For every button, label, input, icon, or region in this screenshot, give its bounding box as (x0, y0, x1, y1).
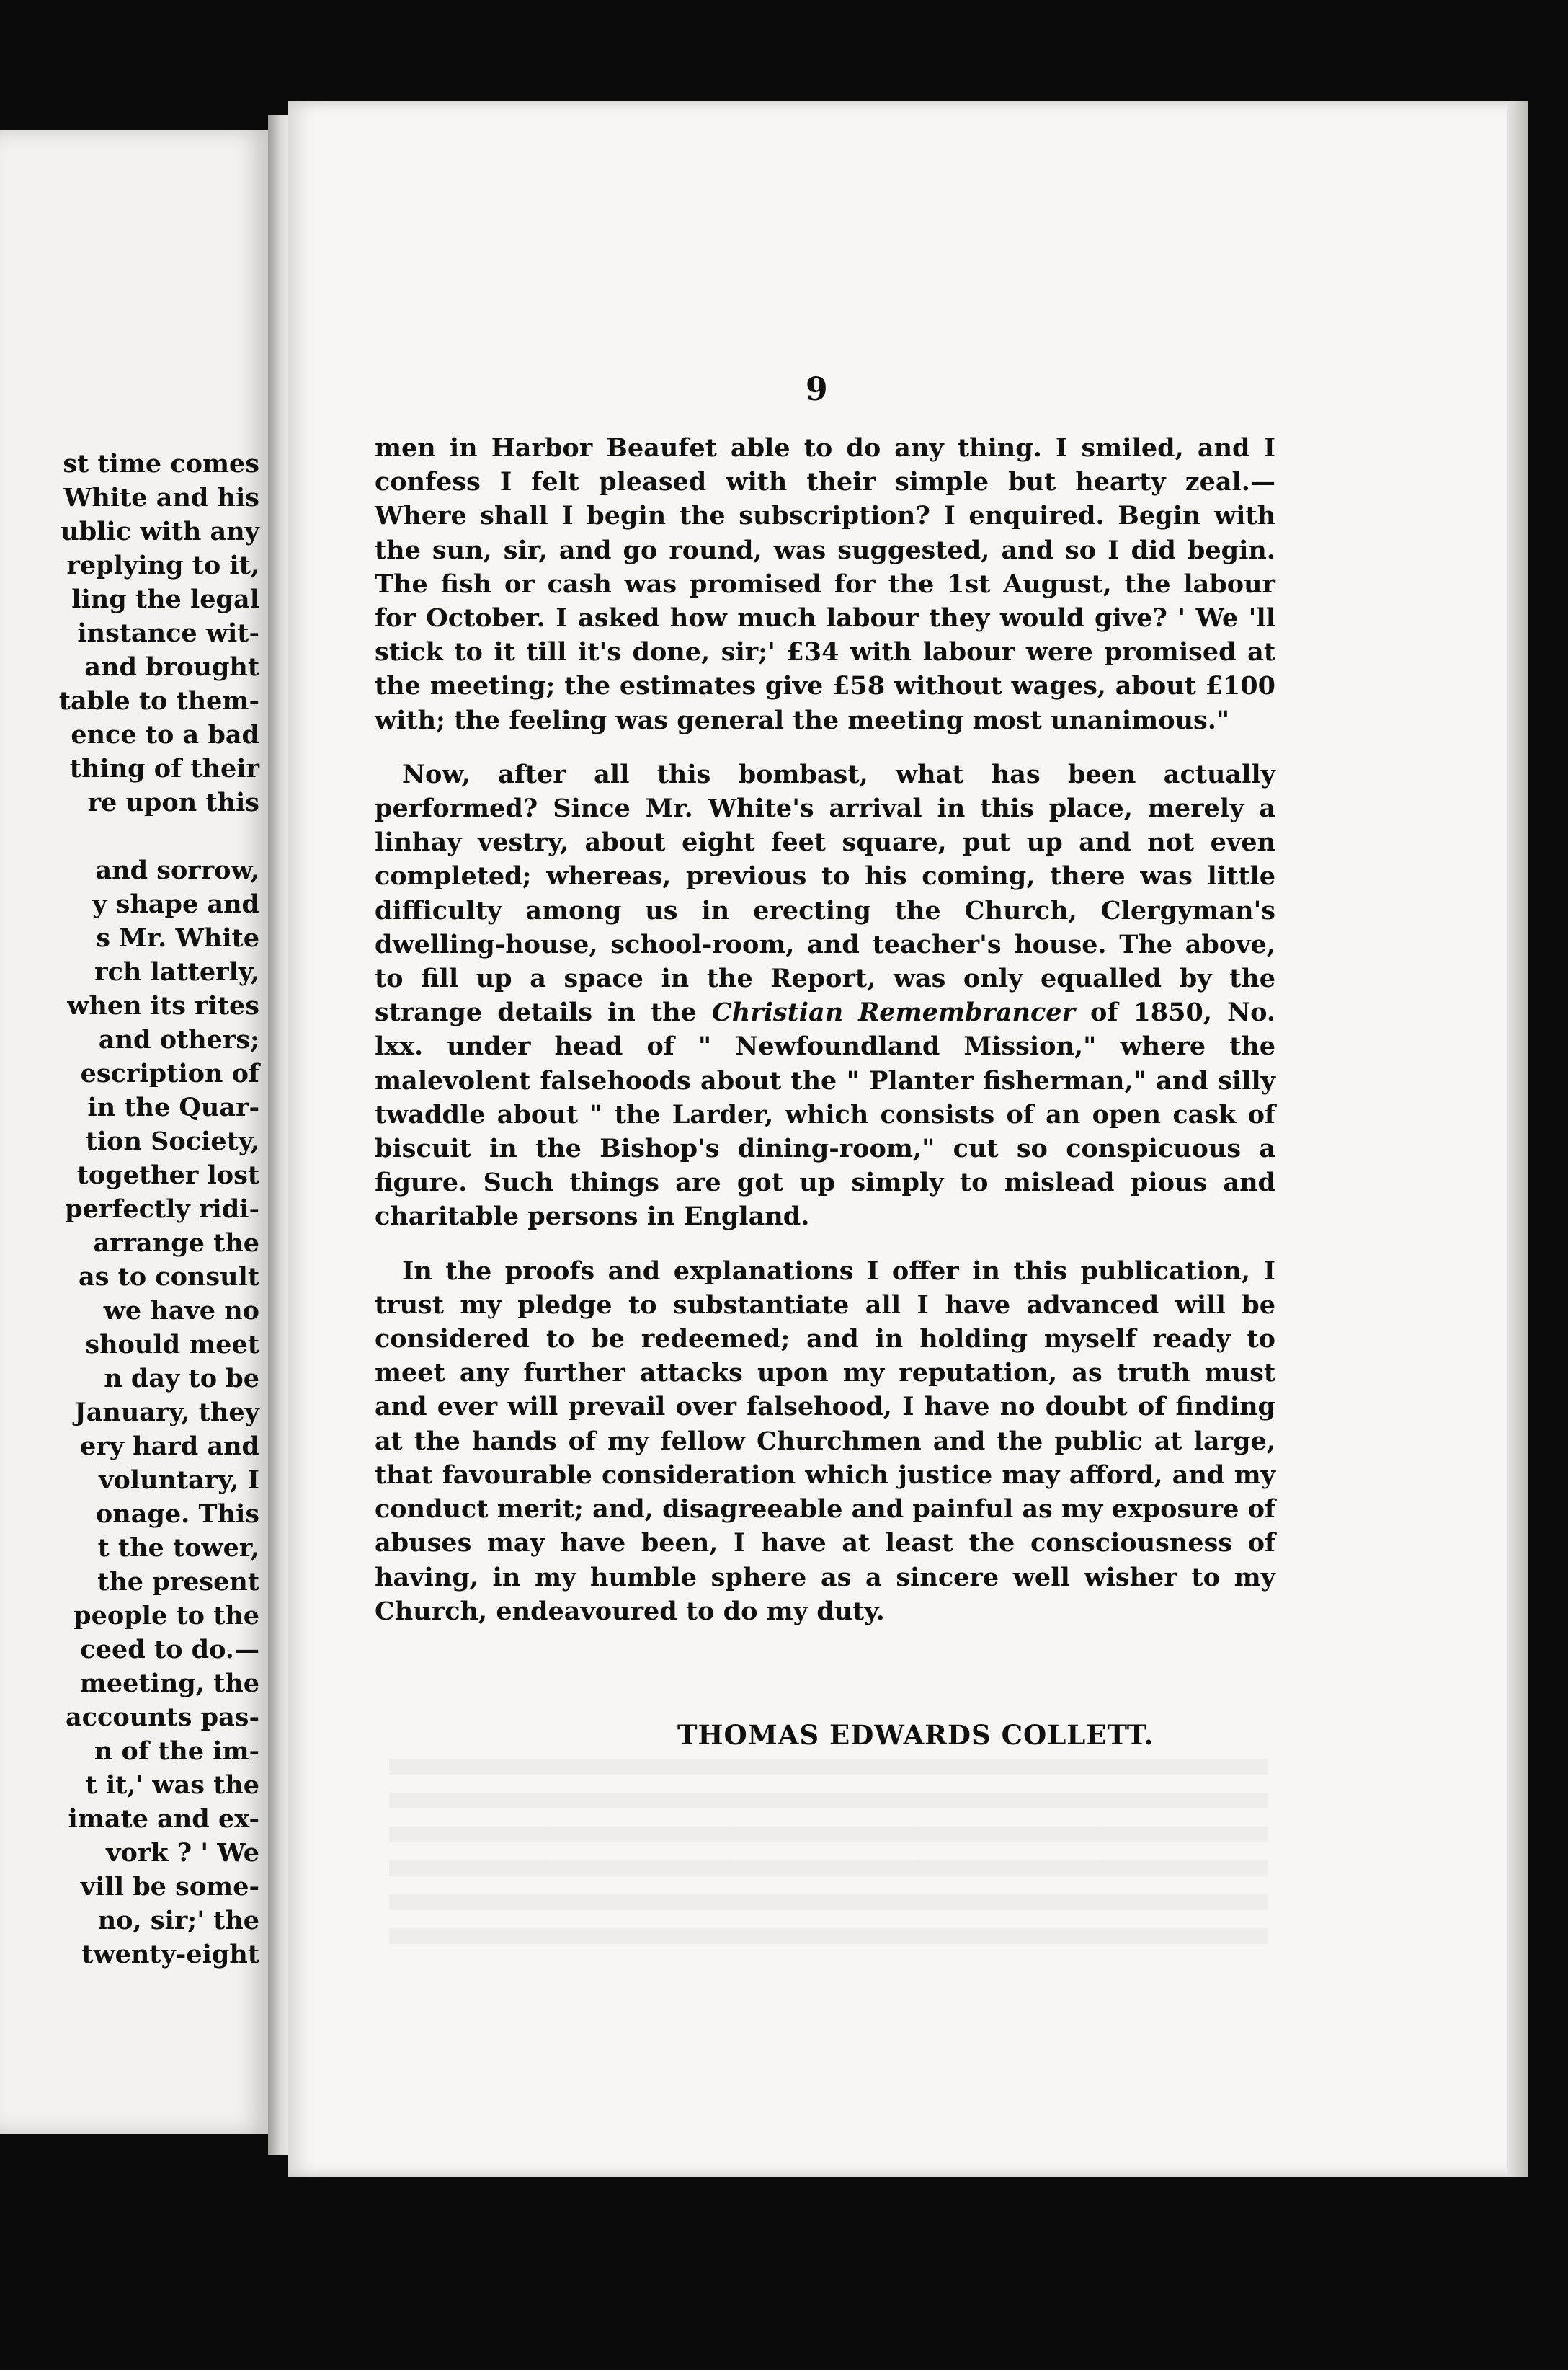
left-page-line: ence to a bad (71, 720, 259, 750)
left-page-line: vill be some- (80, 1872, 259, 1901)
author-signature: THOMAS EDWARDS COLLETT. (677, 1719, 1154, 1751)
left-page-line: people to the (74, 1601, 259, 1630)
left-page-line: the present (97, 1567, 259, 1597)
left-page-line: should meet (85, 1330, 259, 1359)
left-page-line: January, they (74, 1398, 259, 1427)
left-page-line: replying to it, (66, 551, 259, 580)
left-page-line: vork ? ' We (106, 1838, 259, 1868)
left-page-line: escription of (80, 1059, 259, 1088)
left-page-line: arrange the (93, 1228, 259, 1258)
paragraph-1: men in Harbor Beaufet able to do any thing. I smiled, and I confess I felt pleased with their simple but hearty zeal.— Where shall I begin the subscription? I enquired. Begin with the sun, sir, and go round, was suggested, and so I did begin. The fish or cash was promised for the 1st August, the labour for October. I asked how much labour they would give? ' We 'll stick to it till it's done, sir;' £34 with labour were promised at the meeting; the estimates give £58 without wages, about £100 with; the feeling was general the meeting most unanimous." (375, 433, 1275, 735)
book-gutter (268, 115, 290, 2155)
left-page-line: t the tower, (97, 1533, 259, 1563)
left-page-line: and others; (98, 1025, 259, 1055)
left-page-line: when its rites (67, 991, 259, 1021)
bleed-through-shadow (389, 1759, 1268, 1953)
left-page-line: st time comes (63, 449, 259, 479)
left-page-line: no, sir;' the (97, 1906, 259, 1935)
left-page-line: tion Society, (85, 1127, 259, 1156)
left-page-line: voluntary, I (99, 1465, 259, 1495)
left-page-line: table to them- (58, 686, 259, 716)
left-page-line: ublic with any (61, 517, 259, 546)
left-page-line: n of the im- (94, 1736, 259, 1766)
left-page-line: meeting, the (79, 1669, 259, 1698)
left-page-line: ceed to do.— (80, 1635, 259, 1664)
left-page-line: and sorrow, (95, 856, 259, 885)
page-number: 9 (806, 371, 828, 408)
left-page-text-lines (59, 447, 259, 1971)
left-page-line: thing of their (69, 754, 259, 784)
left-page-line: ling the legal (71, 585, 259, 614)
body-text (375, 431, 1275, 1648)
left-page-line: White and his (63, 483, 259, 512)
left-page-line: we have no (103, 1296, 259, 1326)
left-page-line: onage. This (95, 1499, 259, 1529)
left-page-line: n day to be (104, 1364, 259, 1393)
left-page-line: in the Quar- (87, 1093, 259, 1122)
left-page-line: accounts pas- (66, 1703, 259, 1732)
page-edge (1507, 101, 1528, 2177)
publication-title: Christian Remembrancer (711, 998, 1075, 1028)
left-page-line: s Mr. White (96, 923, 259, 953)
left-page-line: and brought (84, 652, 259, 682)
paragraph-2-text-after: of 1850, No. lxx. under head of " Newfoundland Mission," where the malevolent falsehoods about the " Planter fisherman," and silly twaddle about " the Larder, which consists of an open cask of biscuit in the Bishop's dining-room," cut so conspicuous a figure. Such things are got up simply to mislead pious and charitable persons in England. (375, 998, 1275, 1232)
paragraph-3: In the proofs and explanations I offer in this publication, I trust my pledge to substantiate all I have advanced will be considered to be redeemed; and in holding myself ready to meet any further attacks upon my reputation, as truth must and ever will prevail over falsehood, I have no doubt of finding at the hands of my fellow Churchmen and the public at large, that favourable consideration which justice may afford, and my conduct merit; and, disagreeable and painful as my exposure of abuses may have been, I have at least the consciousness of having, in my humble sphere as a sincere well wisher to my Church, endeavoured to do my duty. (375, 1256, 1275, 1626)
left-page-line: ery hard and (79, 1432, 259, 1461)
left-page-line: instance wit- (77, 618, 259, 648)
paragraph-2-text-before: Now, after all this bombast, what has been actually performed? Since Mr. White's arrival in this place, merely a linhay vestry, about eight feet square, put up and not even completed; whereas, previous to his coming, there was little difficulty among us in erecting the Church, Clergyman's dwelling-house, school-room, and teacher's house. The above, to fill up a space in the Report, was only equalled by the strange details in the (375, 759, 1275, 1028)
left-page-line (59, 820, 259, 853)
left-page-line: rch latterly, (94, 957, 259, 987)
left-page-line: imate and ex- (68, 1804, 259, 1834)
left-page-line: twenty-eight (81, 1940, 259, 1969)
left-page-line: as to consult (79, 1262, 259, 1292)
left-page-line: re upon this (87, 788, 259, 817)
paragraph-2 (375, 758, 1275, 1234)
left-page-line: together lost (76, 1160, 259, 1190)
left-page-line: y shape and (92, 889, 259, 919)
left-facing-page (0, 130, 268, 2134)
left-page-line: perfectly ridi- (65, 1194, 259, 1224)
left-page-line: t it,' was the (85, 1770, 259, 1800)
